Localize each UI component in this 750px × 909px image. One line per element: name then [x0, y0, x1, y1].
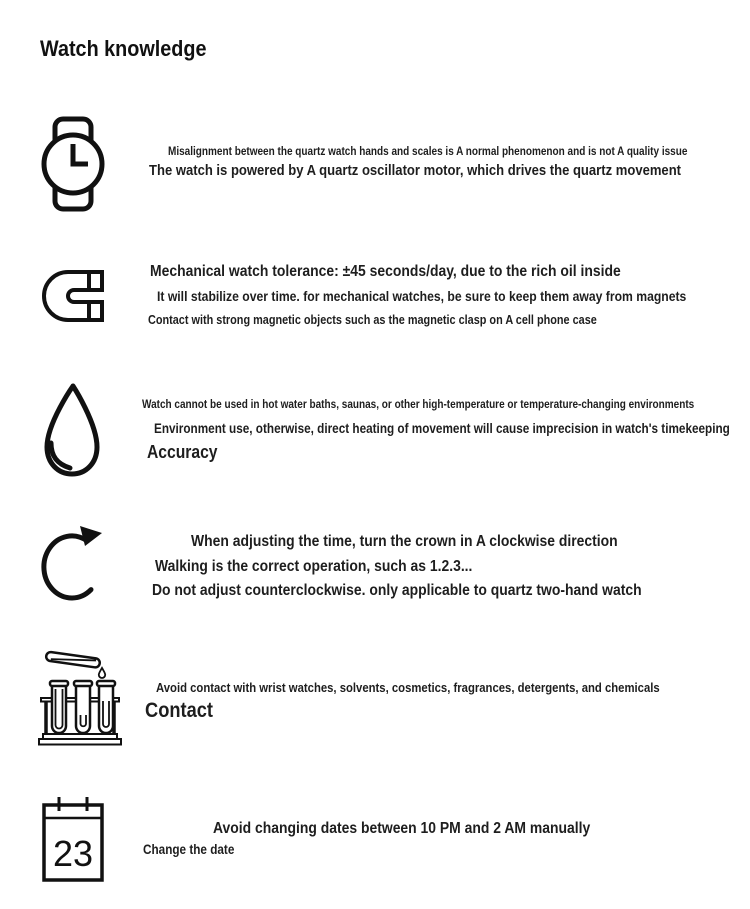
- movement-main-line: The watch is powered by A quartz oscillator motor, which drives the quartz movement: [149, 162, 682, 179]
- clockwise-arrow-icon: [40, 523, 106, 606]
- contact-note-line: Avoid contact with wrist watches, solvents, cosmetics, fragrances, detergents, and chemicals: [156, 680, 660, 695]
- magnetism-note-line: Contact with strong magnetic objects such as the magnetic clasp on A cell phone case: [148, 313, 597, 327]
- calendar-day-number: 23: [52, 833, 94, 874]
- accuracy-note-line: Watch cannot be used in hot water baths, saunas, or other high-temperature or temperature-changing environments: [142, 399, 695, 411]
- accuracy-heading: Accuracy: [147, 442, 218, 462]
- test-tubes-icon: [38, 646, 122, 746]
- crown-sub-line: Walking is the correct operation, such as 1.2.3...: [155, 558, 473, 575]
- watch-icon: [41, 116, 105, 212]
- date-main-line: Avoid changing dates between 10 PM and 2 AM manually: [213, 820, 591, 837]
- accuracy-sub-line: Environment use, otherwise, direct heating of movement will cause imprecision in watch's timekeeping: [154, 421, 730, 436]
- magnetism-main-line: Mechanical watch tolerance: ±45 seconds/day, due to the rich oil inside: [150, 263, 621, 280]
- date-sub-line: Change the date: [143, 842, 235, 857]
- crown-main-line: When adjusting the time, turn the crown in A clockwise direction: [191, 533, 618, 550]
- crown-note-line: Do not adjust counterclockwise. only applicable to quartz two-hand watch: [152, 582, 642, 599]
- contact-heading: Contact: [145, 699, 214, 722]
- calendar-icon: [42, 796, 104, 882]
- magnet-icon: [42, 269, 104, 323]
- movement-note-line: Misalignment between the quartz watch hands and scales is A normal phenomenon and is not A quality issue: [168, 146, 688, 158]
- water-drop-icon: [40, 381, 104, 479]
- page-title: Watch knowledge: [40, 36, 207, 61]
- magnetism-sub-line: It will stabilize over time. for mechanical watches, be sure to keep them away from magnets: [157, 288, 687, 304]
